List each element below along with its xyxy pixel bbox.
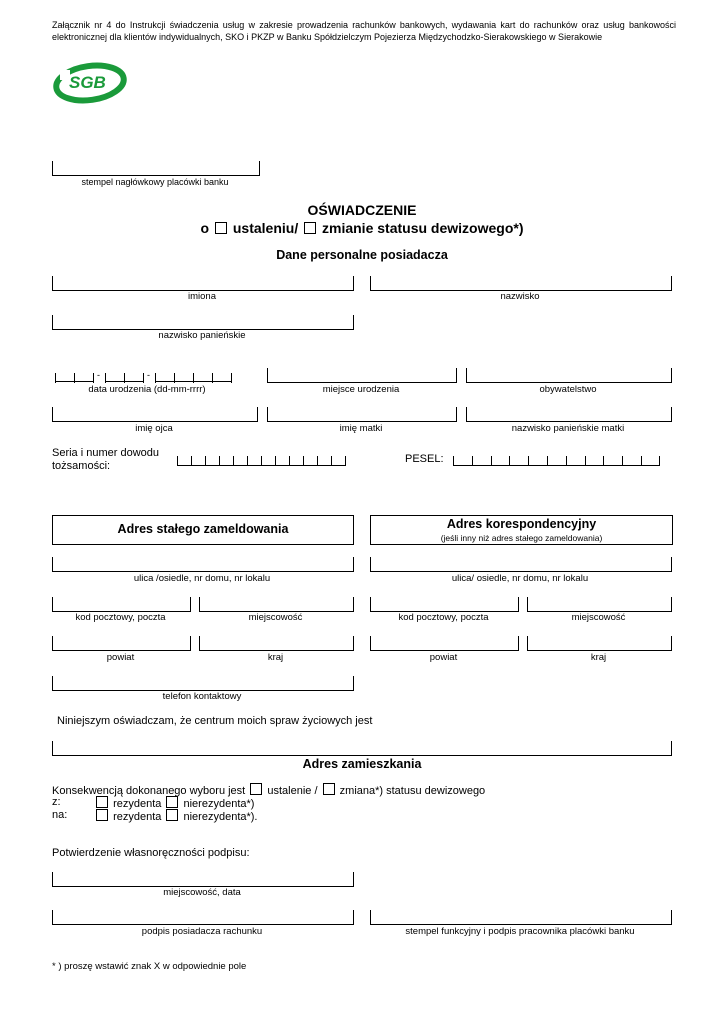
header-note: Załącznik nr 4 do Instrukcji świadczenia usług w zakresie prowadzenia rachunków bankowych, wydawania kart do rachunków oraz usług bankowości elektronicznej dla klientów indywidualnych, SKO i PKZP w Banku Spółdzielczym Pojezierza Międzychodzko-Sierakowskiego w Sierakowie (52, 20, 676, 42)
stempel-pracownika-field[interactable] (370, 910, 672, 925)
ulica-stala-field[interactable] (52, 557, 354, 572)
footnote: * ) proszę wstawić znak X w odpowiednie pole (52, 961, 247, 972)
consequence-line (52, 783, 485, 797)
confirmation-text: Potwierdzenie własnoręczności podpisu: (52, 847, 250, 859)
miejscowosc-koresp-field[interactable] (527, 597, 672, 612)
kraj-koresp-field[interactable] (527, 636, 672, 651)
kod-koresp-field[interactable] (370, 597, 519, 612)
na-rezydenta-label: rezydenta (113, 811, 162, 823)
sgb-logo (52, 60, 132, 106)
pesel-field[interactable] (453, 455, 661, 466)
ulica-koresp-field[interactable] (370, 557, 672, 572)
consequence-prefix: Konsekwencją dokonanego wyboru jest (52, 785, 246, 797)
stempel-pracownika-label: stempel funkcyjny i podpis pracownika placówki banku (405, 926, 635, 937)
adres-korespondencyjny-header (370, 515, 673, 545)
powiat-koresp-label: powiat (429, 652, 458, 663)
seria-numer-field[interactable] (177, 455, 347, 466)
consequence-opt2: zmiana*) statusu dewizowego (339, 785, 486, 797)
adres-stalego-header (52, 515, 354, 545)
na-nierezydenta-checkbox[interactable] (166, 809, 178, 821)
subtitle-opt1: ustaleniu/ (232, 220, 299, 236)
adres-stalego-title: Adres stałego zameldowania (117, 522, 289, 536)
kod-koresp-label: kod pocztowy, poczta (398, 612, 489, 623)
imie-matki-field[interactable] (267, 407, 457, 422)
imie-ojca-field[interactable] (52, 407, 258, 422)
kraj-koresp-label: kraj (590, 652, 607, 663)
ustalenie-checkbox[interactable] (215, 222, 227, 234)
nazwisko-panienskie-field[interactable] (52, 315, 354, 330)
zmiana-checkbox[interactable] (304, 222, 316, 234)
miejsce-urodzenia-label: miejsce urodzenia (322, 384, 400, 395)
podpis-posiadacza-field[interactable] (52, 910, 354, 925)
page-subtitle (0, 220, 724, 236)
miejscowosc-stala-label: miejscowość (248, 612, 303, 623)
nazwisko-label: nazwisko (500, 291, 540, 302)
subtitle-opt2: zmianie statusu dewizowego*) (322, 220, 524, 236)
nazwisko-panienskie-label: nazwisko panieńskie (158, 330, 246, 341)
kraj-stala-label: kraj (267, 652, 284, 663)
imiona-field[interactable] (52, 276, 354, 291)
subtitle-prefix: o (200, 220, 210, 236)
adres-zamieszkania-field[interactable] (52, 741, 672, 756)
z-options (94, 796, 254, 810)
nazwisko-field[interactable] (370, 276, 672, 291)
date-dash-2: - (147, 370, 150, 380)
z-nierezydenta-checkbox[interactable] (166, 796, 178, 808)
miejscowosc-stala-field[interactable] (199, 597, 354, 612)
seria-label-2: tożsamości: (52, 460, 111, 472)
data-urodzenia-label: data urodzenia (dd-mm-rrrr) (88, 384, 206, 395)
telefon-field[interactable] (52, 676, 354, 691)
personal-section-title: Dane personalne posiadacza (276, 248, 448, 262)
na-nierezydenta-label: nierezydenta*). (183, 811, 258, 823)
declaration-text: Niniejszym oświadczam, że centrum moich spraw życiowych jest (57, 715, 373, 727)
stamp-label: stempel nagłówkowy placówki banku (81, 177, 229, 187)
powiat-stala-label: powiat (106, 652, 135, 663)
sgb-logo-text: SGB (69, 73, 106, 92)
obywatelstwo-label: obywatelstwo (539, 384, 597, 395)
nazwisko-panienskie-matki-field[interactable] (466, 407, 672, 422)
page-title: OŚWIADCZENIE (307, 202, 417, 218)
kod-stala-label: kod pocztowy, poczta (75, 612, 166, 623)
stamp-field[interactable] (52, 161, 260, 176)
pesel-label: PESEL: (405, 453, 444, 465)
powiat-stala-field[interactable] (52, 636, 191, 651)
ustalenie-status-checkbox[interactable] (250, 783, 262, 795)
imie-matki-label: imię matki (339, 423, 383, 434)
seria-label-1: Seria i numer dowodu (52, 447, 160, 459)
z-nierezydenta-label: nierezydenta*) (183, 798, 255, 810)
ulica-stala-label: ulica /osiedle, nr domu, nr lokalu (133, 573, 271, 584)
miejsce-urodzenia-field[interactable] (267, 368, 457, 383)
telefon-label: telefon kontaktowy (162, 691, 242, 702)
na-rezydenta-checkbox[interactable] (96, 809, 108, 821)
imie-ojca-label: imię ojca (135, 423, 173, 434)
consequence-opt1: ustalenie / (267, 785, 318, 797)
imiona-label: imiona (188, 291, 216, 302)
adres-zamieszkania-title: Adres zamieszkania (302, 757, 422, 771)
nazwisko-panienskie-matki-label: nazwisko panieńskie matki (511, 423, 625, 434)
kraj-stala-field[interactable] (199, 636, 354, 651)
powiat-koresp-field[interactable] (370, 636, 519, 651)
date-dash-1: - (97, 370, 100, 380)
na-label: na: (52, 809, 68, 821)
kod-stala-field[interactable] (52, 597, 191, 612)
data-urodzenia-field[interactable] (55, 371, 235, 383)
miejscowosc-koresp-label: miejscowość (571, 612, 626, 623)
zmiana-status-checkbox[interactable] (323, 783, 335, 795)
miejscowosc-data-label: miejscowość, data (163, 887, 241, 898)
obywatelstwo-field[interactable] (466, 368, 672, 383)
na-options (94, 809, 258, 823)
adres-korespondencyjny-subtitle: (jeśli inny niż adres stałego zameldowania) (440, 533, 603, 543)
ulica-koresp-label: ulica/ osiedle, nr domu, nr lokalu (451, 573, 589, 584)
z-label: z: (52, 796, 61, 808)
z-rezydenta-checkbox[interactable] (96, 796, 108, 808)
adres-korespondencyjny-title: Adres korespondencyjny (446, 517, 597, 531)
z-rezydenta-label: rezydenta (113, 798, 162, 810)
podpis-posiadacza-label: podpis posiadacza rachunku (141, 926, 263, 937)
miejscowosc-data-field[interactable] (52, 872, 354, 887)
